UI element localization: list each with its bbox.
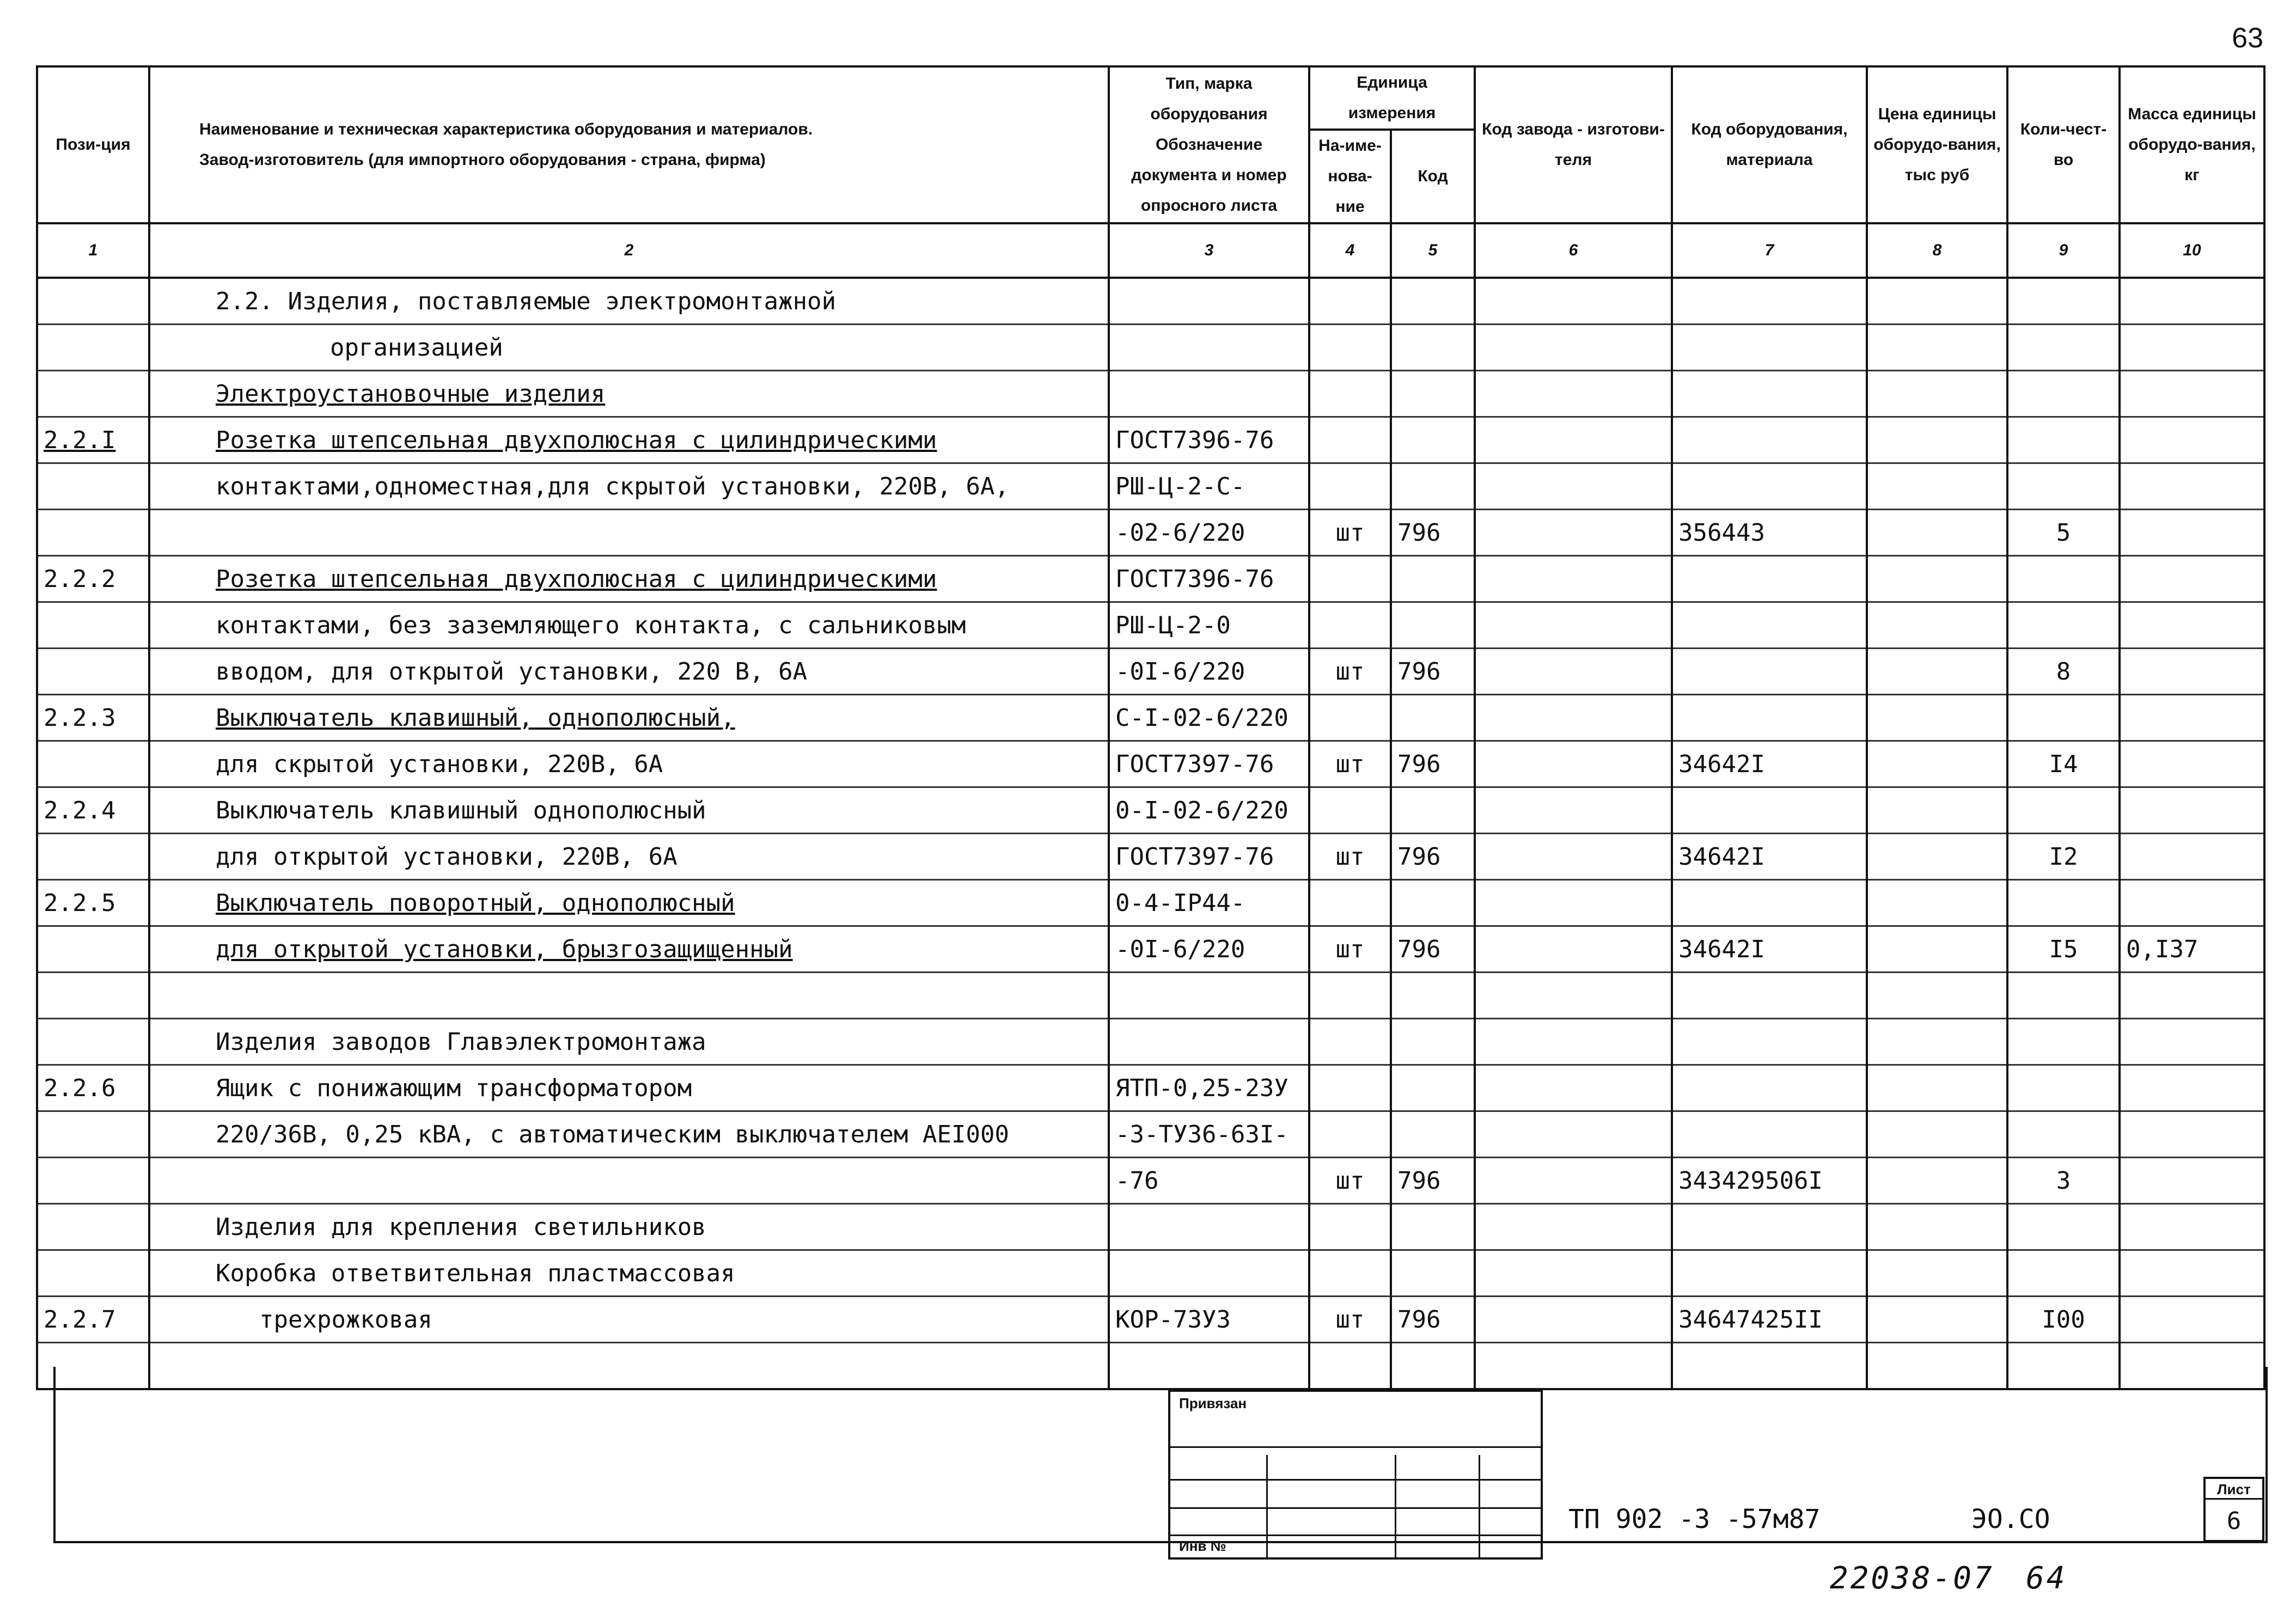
type-cell: ГОСТ7397-76 [1109,834,1309,880]
equipment-spec-table [36,65,2266,1390]
type-cell [1109,278,1309,325]
price-cell [1867,1065,2007,1111]
unit-name-cell [1309,325,1391,371]
unit-name-cell [1309,556,1391,602]
quantity-cell [2007,695,2120,741]
unit-code-cell [1391,556,1475,602]
quantity-cell [2007,463,2120,510]
material-code-cell: 343429506I [1672,1158,1867,1204]
table-row [37,880,2264,926]
header-unit-name: На-име-нова-ние [1309,130,1391,223]
unit-name-cell [1309,787,1391,834]
quantity-cell [2007,325,2120,371]
unit-code-cell: 796 [1391,510,1475,556]
type-cell: -76 [1109,1158,1309,1204]
quantity-cell [2007,1111,2120,1158]
position-cell: 2.2.6 [37,1065,149,1111]
header-unit-code: Код [1391,130,1475,223]
price-cell [1867,417,2007,463]
position-cell [37,371,149,417]
position-cell [37,973,149,1019]
position-cell [37,278,149,325]
sheet-label: Лист [2206,1481,2262,1500]
unit-name-cell [1309,417,1391,463]
quantity-cell: 8 [2007,649,2120,695]
mass-cell [2120,556,2264,602]
position-cell: 2.2.3 [37,695,149,741]
quantity-cell: I4 [2007,741,2120,787]
header-material-code: Код оборудования, материала [1672,66,1867,223]
price-cell [1867,973,2007,1019]
unit-name-cell: шт [1309,741,1391,787]
unit-code-cell [1391,695,1475,741]
plant-code-cell [1475,649,1672,695]
unit-code-cell [1391,463,1475,510]
quantity-cell: I00 [2007,1297,2120,1343]
material-code-cell [1672,973,1867,1019]
mass-cell [2120,1297,2264,1343]
mass-cell [2120,1019,2264,1065]
material-code-cell [1672,325,1867,371]
name-cell: Электроустановочные изделия [149,371,1109,417]
table-row [37,973,2264,1019]
material-code-cell [1672,1204,1867,1250]
mass-cell [2120,463,2264,510]
type-cell: ЯТП-0,25-23У [1109,1065,1309,1111]
plant-code-cell [1475,973,1672,1019]
mass-cell [2120,278,2264,325]
type-cell: ГОСТ7396-76 [1109,556,1309,602]
name-cell: Ящик с понижающим трансформатором [149,1065,1109,1111]
unit-name-cell [1309,463,1391,510]
position-cell [37,1111,149,1158]
mass-cell [2120,1204,2264,1250]
price-cell [1867,649,2007,695]
table-row [37,1297,2264,1343]
col-number: 4 [1309,223,1391,278]
name-cell: 2.2. Изделия, поставляемые электромонтажной [149,278,1109,325]
price-cell [1867,510,2007,556]
plant-code-cell [1475,741,1672,787]
col-number: 7 [1672,223,1867,278]
unit-name-cell [1309,1204,1391,1250]
unit-code-cell [1391,1204,1475,1250]
type-cell: -3-ТУ36-63I- [1109,1111,1309,1158]
type-cell [1109,1204,1309,1250]
plant-code-cell [1475,463,1672,510]
document-mark: ЭО.СО [1971,1504,2050,1534]
type-cell [1109,325,1309,371]
header-position: Пози-ция [37,66,149,223]
table-row [37,371,2264,417]
position-cell [37,926,149,973]
unit-name-cell: шт [1309,510,1391,556]
unit-name-cell [1309,1250,1391,1297]
table-row [37,556,2264,602]
plant-code-cell [1475,1297,1672,1343]
mass-cell [2120,602,2264,649]
type-cell: С-I-02-6/220 [1109,695,1309,741]
unit-code-cell [1391,602,1475,649]
plant-code-cell [1475,695,1672,741]
name-cell: трехрожковая [149,1297,1109,1343]
unit-code-cell: 796 [1391,1297,1475,1343]
type-cell: РШ-Ц-2-С- [1109,463,1309,510]
col-number: 8 [1867,223,2007,278]
unit-name-cell [1309,1019,1391,1065]
col-number: 3 [1109,223,1309,278]
plant-code-cell [1475,1019,1672,1065]
name-cell: для скрытой установки, 220В, 6А [149,741,1109,787]
quantity-cell [2007,1065,2120,1111]
name-cell: Выключатель клавишный, однополюсный, [149,695,1109,741]
quantity-cell [2007,1019,2120,1065]
table-row [37,695,2264,741]
quantity-cell: I2 [2007,834,2120,880]
table-row [37,926,2264,973]
mass-cell [2120,695,2264,741]
name-cell: для открытой установки, 220В, 6А [149,834,1109,880]
name-cell: Изделия заводов Главэлектромонтажа [149,1019,1109,1065]
mass-cell [2120,1158,2264,1204]
mass-cell [2120,1111,2264,1158]
name-cell: вводом, для открытой установки, 220 В, 6А [149,649,1109,695]
position-cell [37,325,149,371]
unit-code-cell [1391,973,1475,1019]
plant-code-cell [1475,417,1672,463]
material-code-cell [1672,880,1867,926]
position-cell [37,741,149,787]
material-code-cell [1672,371,1867,417]
unit-code-cell [1391,787,1475,834]
material-code-cell: 34642I [1672,926,1867,973]
quantity-cell [2007,787,2120,834]
unit-name-cell: шт [1309,649,1391,695]
name-cell: Изделия для крепления светильников [149,1204,1109,1250]
handwritten-code: 22038-07 [1830,1561,1994,1596]
name-cell: Розетка штепсельная двухполюсная с цилиндрическими [149,417,1109,463]
unit-code-cell: 796 [1391,1158,1475,1204]
col-number: 1 [37,223,149,278]
price-cell [1867,325,2007,371]
unit-code-cell [1391,278,1475,325]
page-number: 63 [2232,22,2263,54]
position-cell: 2.2.I [37,417,149,463]
col-number: 5 [1391,223,1475,278]
quantity-cell: I5 [2007,926,2120,973]
unit-name-cell [1309,602,1391,649]
price-cell [1867,1250,2007,1297]
type-cell [1109,1250,1309,1297]
type-cell [1109,1019,1309,1065]
price-cell [1867,1111,2007,1158]
material-code-cell [1672,602,1867,649]
position-cell [37,463,149,510]
mass-cell [2120,1250,2264,1297]
type-cell: ГОСТ7396-76 [1109,417,1309,463]
name-cell [149,973,1109,1019]
plant-code-cell [1475,602,1672,649]
table-row [37,1111,2264,1158]
name-cell [149,1158,1109,1204]
table-row [37,463,2264,510]
plant-code-cell [1475,325,1672,371]
col-number: 6 [1475,223,1672,278]
plant-code-cell [1475,1204,1672,1250]
mass-cell [2120,834,2264,880]
plant-code-cell [1475,556,1672,602]
quantity-cell [2007,278,2120,325]
header-unit-group: Единица измерения [1309,66,1475,130]
header-name [149,66,1109,223]
material-code-cell: 34647425II [1672,1297,1867,1343]
mass-cell [2120,880,2264,926]
unit-name-cell [1309,695,1391,741]
mass-cell [2120,325,2264,371]
table-row [37,834,2264,880]
header-name-line2: Завод-изготовитель (для импортного оборудования - страна, фирма) [199,151,766,169]
table-row [37,1250,2264,1297]
material-code-cell: 34642I [1672,741,1867,787]
plant-code-cell [1475,278,1672,325]
header-unit-price: Цена единицы оборудо-вания, тыс руб [1867,66,2007,223]
plant-code-cell [1475,1158,1672,1204]
quantity-cell [2007,371,2120,417]
type-cell: 0-I-02-6/220 [1109,787,1309,834]
plant-code-cell [1475,371,1672,417]
table-row [37,510,2264,556]
price-cell [1867,787,2007,834]
unit-code-cell [1391,417,1475,463]
material-code-cell: 34642I [1672,834,1867,880]
sheet-number: 6 [2226,1507,2242,1535]
position-cell [37,1204,149,1250]
name-cell: Выключатель клавишный однополюсный [149,787,1109,834]
position-cell [37,1019,149,1065]
type-cell: -02-6/220 [1109,510,1309,556]
quantity-cell: 3 [2007,1158,2120,1204]
type-cell: -0I-6/220 [1109,926,1309,973]
mass-cell [2120,741,2264,787]
unit-code-cell: 796 [1391,649,1475,695]
price-cell [1867,278,2007,325]
mass-cell [2120,1065,2264,1111]
unit-name-cell [1309,278,1391,325]
name-cell: Выключатель поворотный, однополюсный [149,880,1109,926]
unit-name-cell [1309,880,1391,926]
unit-code-cell: 796 [1391,741,1475,787]
quantity-cell [2007,973,2120,1019]
quantity-cell [2007,602,2120,649]
col-number: 9 [2007,223,2120,278]
header-quantity: Коли-чест-во [2007,66,2120,223]
quantity-cell [2007,880,2120,926]
plant-code-cell [1475,787,1672,834]
plant-code-cell [1475,880,1672,926]
price-cell [1867,695,2007,741]
name-cell [149,510,1109,556]
unit-code-cell: 796 [1391,926,1475,973]
quantity-cell [2007,1250,2120,1297]
header-plant-code: Код завода - изготови-теля [1475,66,1672,223]
linked-label: Привязан [1179,1395,1247,1411]
position-cell [37,1250,149,1297]
position-cell [37,602,149,649]
material-code-cell [1672,1065,1867,1111]
table-row [37,602,2264,649]
material-code-cell [1672,1019,1867,1065]
type-cell: КОР-73У3 [1109,1297,1309,1343]
mass-cell [2120,973,2264,1019]
inventory-number-label: Инв № [1179,1538,1226,1554]
unit-name-cell [1309,1065,1391,1111]
unit-name-cell [1309,371,1391,417]
mass-cell [2120,787,2264,834]
type-cell: РШ-Ц-2-0 [1109,602,1309,649]
price-cell [1867,463,2007,510]
unit-name-cell: шт [1309,926,1391,973]
table-row [37,325,2264,371]
name-cell: организацией [149,325,1109,371]
name-cell: Коробка ответвительная пластмассовая [149,1250,1109,1297]
mass-cell [2120,510,2264,556]
unit-name-cell: шт [1309,834,1391,880]
plant-code-cell [1475,1065,1672,1111]
price-cell [1867,1019,2007,1065]
price-cell [1867,1297,2007,1343]
type-cell [1109,371,1309,417]
mass-cell [2120,649,2264,695]
header-name-line1: Наименование и техническая характеристика оборудования и материалов. [199,120,813,138]
price-cell [1867,371,2007,417]
quantity-cell [2007,417,2120,463]
header-type: Тип, марка оборудования Обозначение документа и номер опросного листа [1109,66,1309,223]
column-numbers-row [37,223,2264,278]
col-number: 10 [2120,223,2264,278]
table-row [37,278,2264,325]
plant-code-cell [1475,926,1672,973]
mass-cell: 0,I37 [2120,926,2264,973]
table-row [37,1204,2264,1250]
mass-cell [2120,371,2264,417]
mass-cell [2120,417,2264,463]
plant-code-cell [1475,1250,1672,1297]
unit-code-cell [1391,1065,1475,1111]
unit-code-cell [1391,1019,1475,1065]
material-code-cell [1672,1111,1867,1158]
price-cell [1867,880,2007,926]
type-cell: ГОСТ7397-76 [1109,741,1309,787]
name-cell: для открытой установки, брызгозащищенный [149,926,1109,973]
name-cell: 220/36В, 0,25 кВА, с автоматическим выключателем АЕI000 [149,1111,1109,1158]
plant-code-cell [1475,1111,1672,1158]
material-code-cell [1672,463,1867,510]
header-mass: Масса единицы оборудо-вания, кг [2120,66,2264,223]
material-code-cell: 356443 [1672,510,1867,556]
unit-name-cell: шт [1309,1297,1391,1343]
unit-name-cell [1309,1111,1391,1158]
material-code-cell [1672,278,1867,325]
name-cell: контактами, без заземляющего контакта, с сальниковым [149,602,1109,649]
unit-name-cell [1309,973,1391,1019]
sheet-box [2203,1477,2264,1542]
plant-code-cell [1475,834,1672,880]
col-number: 2 [149,223,1109,278]
position-cell: 2.2.4 [37,787,149,834]
position-cell: 2.2.2 [37,556,149,602]
material-code-cell [1672,417,1867,463]
table-row [37,1019,2264,1065]
quantity-cell [2007,1204,2120,1250]
form-frame-bottom [53,1367,2268,1543]
document-number: ТП 902 -3 -57м87 [1568,1504,1821,1534]
handwritten-page: 64 [2026,1561,2067,1596]
position-cell [37,1158,149,1204]
table-row [37,649,2264,695]
quantity-cell: 5 [2007,510,2120,556]
price-cell [1867,556,2007,602]
table-row [37,741,2264,787]
table-row [37,1065,2264,1111]
price-cell [1867,926,2007,973]
price-cell [1867,602,2007,649]
material-code-cell [1672,695,1867,741]
unit-code-cell [1391,325,1475,371]
table-row [37,787,2264,834]
table-row [37,1158,2264,1204]
unit-code-cell [1391,371,1475,417]
type-cell: 0-4-IP44- [1109,880,1309,926]
type-cell [1109,973,1309,1019]
material-code-cell [1672,649,1867,695]
quantity-cell [2007,556,2120,602]
unit-code-cell [1391,1250,1475,1297]
unit-code-cell [1391,1111,1475,1158]
price-cell [1867,834,2007,880]
position-cell [37,649,149,695]
unit-name-cell: шт [1309,1158,1391,1204]
name-cell: контактами,одноместная,для скрытой установки, 220В, 6А, [149,463,1109,510]
position-cell [37,510,149,556]
position-cell: 2.2.5 [37,880,149,926]
price-cell [1867,1158,2007,1204]
approval-stamp [1168,1390,1543,1560]
position-cell [37,834,149,880]
unit-code-cell [1391,880,1475,926]
material-code-cell [1672,556,1867,602]
type-cell: -0I-6/220 [1109,649,1309,695]
table-row [37,417,2264,463]
unit-code-cell: 796 [1391,834,1475,880]
material-code-cell [1672,1250,1867,1297]
position-cell: 2.2.7 [37,1297,149,1343]
plant-code-cell [1475,510,1672,556]
price-cell [1867,1204,2007,1250]
material-code-cell [1672,787,1867,834]
price-cell [1867,741,2007,787]
name-cell: Розетка штепсельная двухполюсная с цилиндрическими [149,556,1109,602]
